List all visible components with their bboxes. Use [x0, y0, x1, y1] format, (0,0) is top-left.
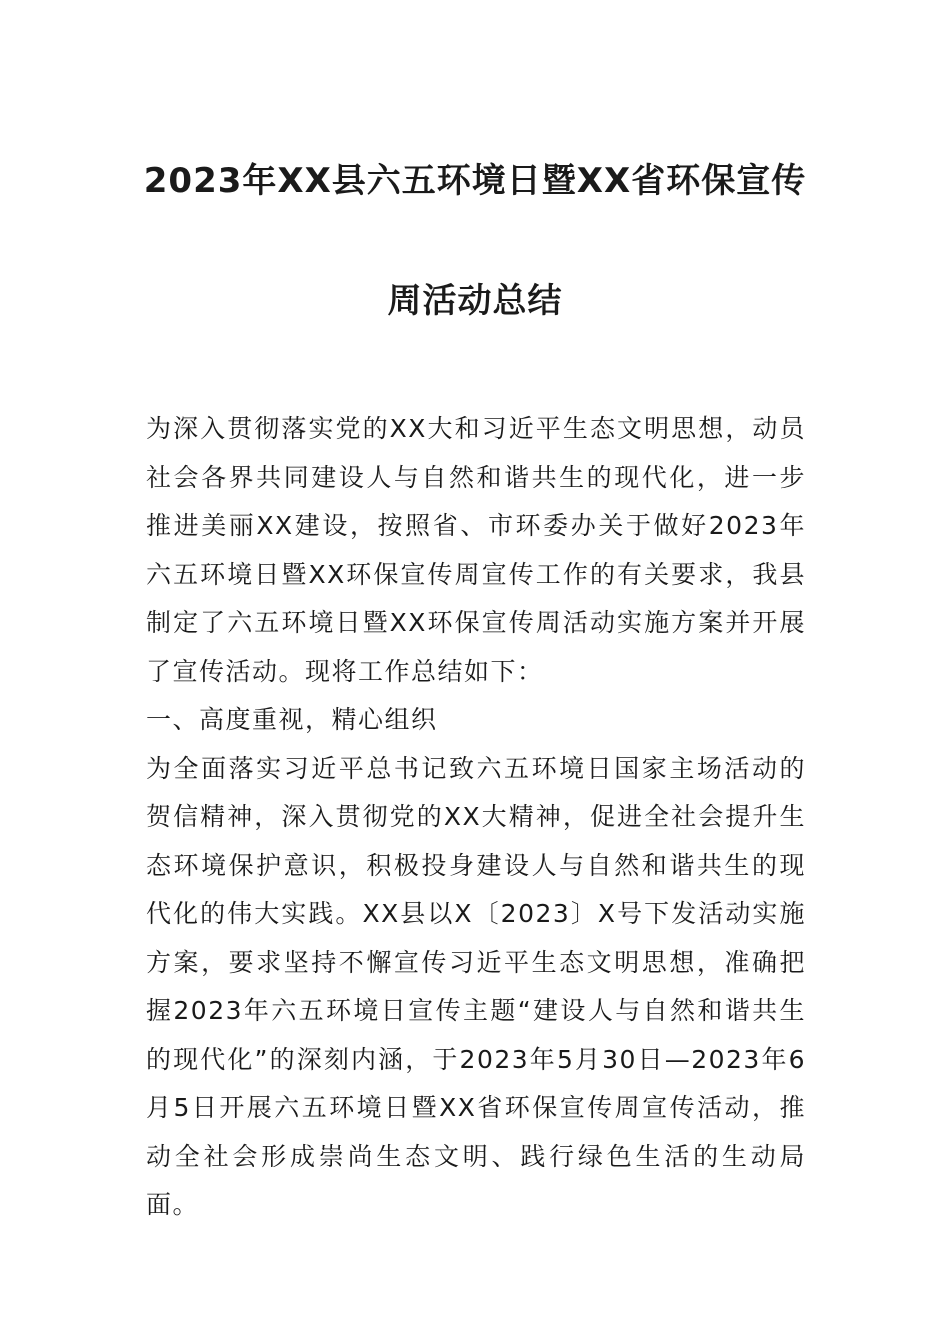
document-body: [146, 405, 806, 1230]
document-title-line-1: 2023年XX县六五环境日暨XX省环保宣传: [143, 161, 807, 201]
document-title-line-2: 周活动总结: [387, 281, 563, 321]
section-1-paragraph: 为全面落实习近平总书记致六五环境日国家主场活动的贺信精神，深入贯彻党的XX大精神，促进全社会提升生态环境保护意识，积极投身建设人与自然和谐共生的现代化的伟大实践。XX县以X〔2023〕X号下发活动实施方案，要求坚持不懈宣传习近平生态文明思想，准确把握2023年六五环境日宣传主题“建设人与自然和谐共生的现代化”的深刻内涵，于2023年5月30日—2023年6月5日开展六五环境日暨XX省环保宣传周宣传活动，推动全社会形成崇尚生态文明、践行绿色生活的生动局面。: [146, 753, 806, 1219]
section-heading-1: 一、高度重视，精心组织: [146, 705, 438, 734]
intro-paragraph: 为深入贯彻落实党的XX大和习近平生态文明思想，动员社会各界共同建设人与自然和谐共生的现代化，进一步推进美丽XX建设，按照省、市环委办关于做好2023年六五环境日暨XX环保宣传周宣传工作的有关要求，我县制定了六五环境日暨XX环保宣传周活动实施方案并开展了宣传活动。现将工作总结如下：: [146, 414, 806, 686]
